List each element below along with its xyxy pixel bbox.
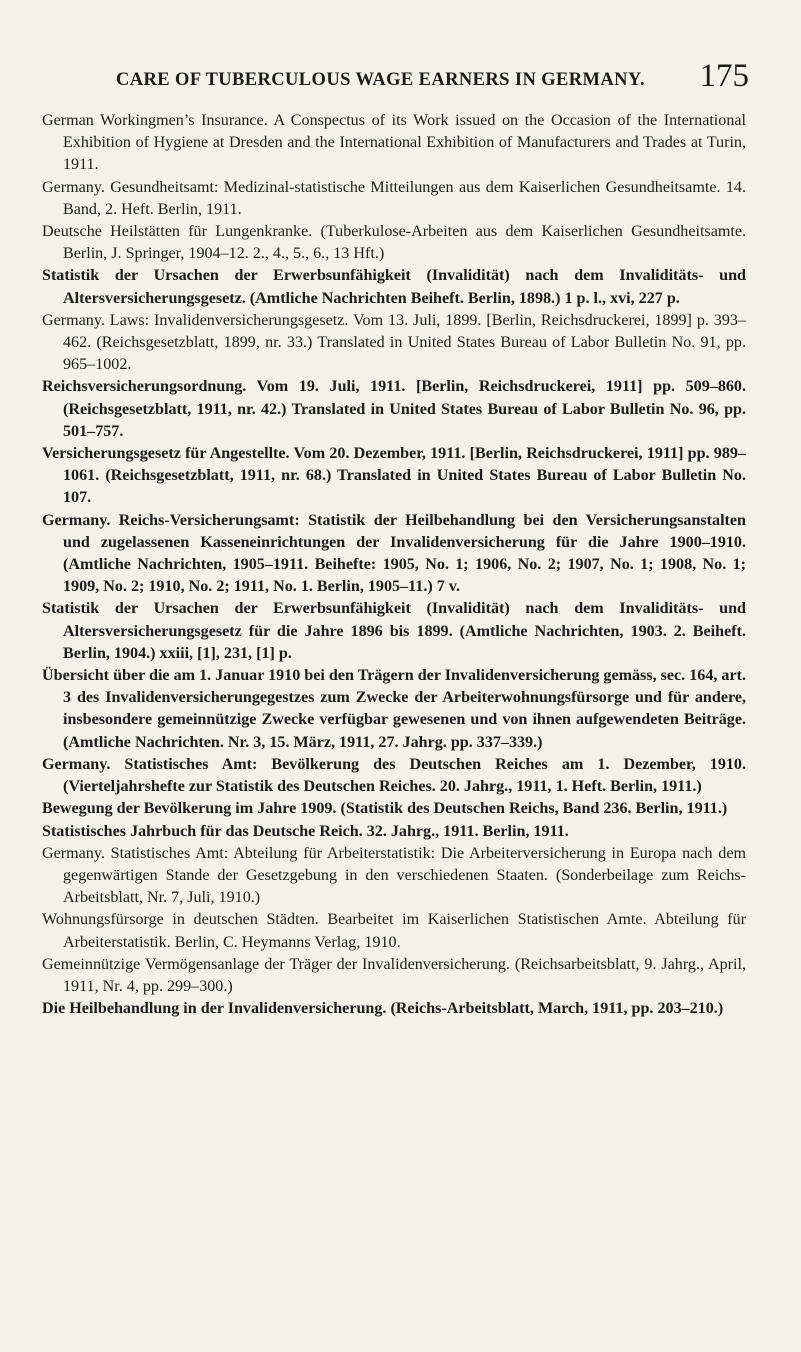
bibliography-entry: Bewegung der Bevölkerung im Jahre 1909. (Statistik des Deutschen Reichs, Band 236. Berlin, 1911.) xyxy=(42,800,728,818)
bibliography-entry: Die Heilbehandlung in der Invalidenversicherung. (Reichs-Arbeitsblatt, March, 1911, pp. 203–210.) xyxy=(42,1000,724,1018)
bibliography-entry: Germany. Statistisches Amt: Bevölkerung des Deutschen Reiches am 1. Dezember, 1910. (Vierteljahrshefte zur Statistik des Deutschen Reiches. 20. Jahrg., 1911, 1. Heft. Berlin, 1911.) xyxy=(42,755,746,796)
bibliography-entry: German Workingmen’s Insurance. A Conspectus of its Work issued on the Occasion of the International Exhibition of Hygiene at Dresden and the International Exhibition of Manufacturers and Trades at Turin, 1911. xyxy=(42,112,746,174)
bibliography-entry: Deutsche Heilstätten für Lungenkranke. (Tuberkulose-Arbeiten aus dem Kaiserlichen Gesundheitsamte. Berlin, J. Springer, 1904–12. 2., 4., 5., 6., 13 Hft.) xyxy=(42,223,746,263)
bibliography-entry: Germany. Laws: Invalidenversicherungsgesetz. Vom 13. Juli, 1899. [Berlin, Reichsdruckerei, 1899] p. 393–462. (Reichsgesetzblatt, 1899, nr. 33.) Translated in United States Bureau of Labor Bulletin No. 91, pp. 965–1002. xyxy=(42,311,746,374)
bibliography-entry: Statistik der Ursachen der Erwerbsunfähigkeit (Invalidität) nach dem Invaliditäts- und Altersversicherungsgesetz für die Jahre 1896 bis 1899. (Amtliche Nachrichten, 1903. 2. Beiheft. Berlin, 1904.) xxiii, [1], 231, [1] p. xyxy=(42,600,746,662)
bibliography-entry: Statistik der Ursachen der Erwerbsunfähigkeit (Invalidität) nach dem Invaliditäts- und Altersversicherungsgesetz. (Amtliche Nachrichten Beiheft. Berlin, 1898.) 1 p. l., xvi, 227 p. xyxy=(42,267,746,307)
bibliography-entry: Wohnungsfürsorge in deutschen Städten. Bearbeitet im Kaiserlichen Statistischen Amte. Abteilung für Arbeiterstatistik. Berlin, C. Heymanns Verlag, 1910. xyxy=(42,911,746,951)
bibliography-entry: Versicherungsgesetz für Angestellte. Vom 20. Dezember, 1911. [Berlin, Reichsdruckerei, 1911] pp. 989–1061. (Reichsgesetzblatt, 1911, nr. 68.) Translated in United States Bureau of Labor Bulletin No. 107. xyxy=(42,445,746,507)
running-head xyxy=(116,58,749,98)
bibliography-entry: Reichsversicherungsordnung. Vom 19. Juli, 1911. [Berlin, Reichsdruckerei, 1911] pp. 509–860. (Reichsgesetzblatt, 1911, nr. 42.) Translated in United States Bureau of Labor Bulletin No. 96, pp. 501–757. xyxy=(42,378,746,440)
bibliography-entry: Übersicht über die am 1. Januar 1910 bei den Trägern der Invalidenversicherung gemäss, sec. 164, art. 3 des Invalidenversicherungegestzes zum Zwecke der Arbeiterwohnungsfürsorge und für andere, insbesondere gemeinnützige Zwecke verfügbar gewesenen und von ihnen aufgewendeten Beiträge. (Amtliche Nachrichten. Nr. 3, 15. März, 1911, 27. Jahrg. pp. 337–339.) xyxy=(42,667,746,751)
running-title: CARE OF TUBERCULOUS WAGE EARNERS IN GERMANY. xyxy=(116,70,646,90)
bibliography-entry: Germany. Reichs-Versicherungsamt: Statistik der Heilbehandlung bei den Versicherungsanstalten und zugelassenen Kasseneinrichtungen der Invalidenversicherung für die Jahre 1900–1910. (Amtliche Nachrichten, 1905–1911. Beihefte: 1905, No. 1; 1906, No. 2; 1907, No. 1; 1908, No. 1; 1909, No. 2; 1910, No. 2; 1911, No. 1. Berlin, 1905–11.) 7 v. xyxy=(42,511,746,596)
page-number: 175 xyxy=(699,58,749,94)
bibliography-entry: Germany. Gesundheitsamt: Medizinal-statistische Mitteilungen aus dem Kaiserlichen Gesundheitsamte. 14. Band, 2. Heft. Berlin, 1911. xyxy=(42,178,746,218)
bibliography-entry: Gemeinnützige Vermögensanlage der Träger der Invalidenversicherung. (Reichsarbeitsblatt, 9. Jahrg., April, 1911, Nr. 4, pp. 299–300.) xyxy=(42,955,746,995)
bibliography-list xyxy=(42,110,746,1020)
bibliography-entry: Statistisches Jahrbuch für das Deutsche Reich. 32. Jahrg., 1911. Berlin, 1911. xyxy=(42,822,569,840)
bibliography-entry: Germany. Statistisches Amt: Abteilung für Arbeiterstatistik: Die Arbeiterversicherung in Europa nach dem gegenwärtigen Stande der Gesetzgebung in den verschiedenen Staaten. (Sonderbeilage zum Reichs-Arbeitsblatt, Nr. 7, Juli, 1910.) xyxy=(42,844,746,907)
